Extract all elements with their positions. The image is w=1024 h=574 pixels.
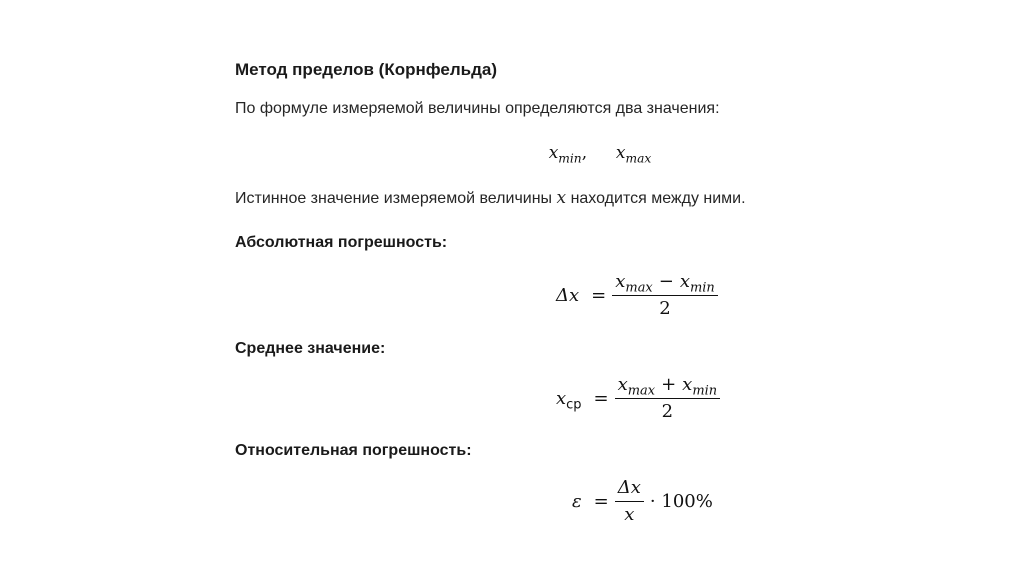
abs-error-heading: Абсолютная погрешность:	[235, 234, 448, 251]
abs-num-var2: x	[679, 271, 690, 292]
rel-error-denominator: x	[624, 503, 635, 525]
abs-error-numerator	[612, 272, 718, 296]
abs-num-var1: x	[615, 271, 626, 292]
mean-num-var2: x	[682, 374, 693, 395]
true-value-before: Истинное значение измеряемой величины	[235, 190, 553, 207]
mean-lhs-sub: ср	[566, 397, 582, 413]
mean-value-equals: =	[593, 387, 609, 409]
abs-error-equals: =	[591, 284, 607, 306]
rel-error-heading: Относительная погрешность:	[235, 442, 472, 459]
page-title: Метод пределов (Корнфельда)	[235, 60, 497, 79]
xmin-sub: min	[558, 151, 582, 166]
abs-error-formula	[556, 272, 718, 319]
intro-text: По формуле измеряемой величины определяются два значения:	[235, 100, 720, 117]
true-value-var: x	[556, 188, 567, 208]
mean-num-op: +	[661, 374, 677, 395]
mean-num-sub1: max	[627, 383, 656, 399]
xmax-sub: max	[625, 151, 652, 166]
mean-value-denominator: 2	[661, 400, 674, 422]
mean-value-lhs	[556, 387, 588, 413]
mean-lhs-var: x	[556, 387, 567, 409]
limits-separator: ,	[581, 143, 588, 163]
mean-value-heading: Среднее значение:	[235, 340, 386, 357]
mean-num-sub2: min	[692, 383, 718, 399]
limits-formula	[88, 143, 1024, 166]
true-value-text	[235, 188, 746, 208]
rel-error-multiplier: · 100%	[649, 490, 713, 512]
mean-value-formula	[556, 375, 720, 422]
rel-error-lhs: ε	[572, 490, 582, 512]
abs-error-lhs: Δx	[556, 284, 580, 306]
true-value-after: находится между ними.	[570, 190, 746, 207]
mean-num-var1: x	[617, 374, 628, 395]
mean-value-numerator	[615, 375, 721, 399]
abs-num-sub2: min	[689, 280, 715, 296]
abs-num-sub1: max	[625, 280, 653, 296]
abs-num-op: −	[658, 271, 674, 292]
mean-value-fraction	[615, 375, 721, 422]
xmax-var: x	[615, 143, 626, 163]
rel-error-formula	[572, 478, 713, 525]
rel-error-numerator: Δx	[615, 478, 644, 502]
rel-error-equals: =	[593, 490, 609, 512]
rel-error-fraction	[615, 478, 644, 525]
abs-error-denominator: 2	[659, 297, 671, 319]
abs-error-fraction	[612, 272, 718, 319]
xmin-var: x	[548, 143, 559, 163]
